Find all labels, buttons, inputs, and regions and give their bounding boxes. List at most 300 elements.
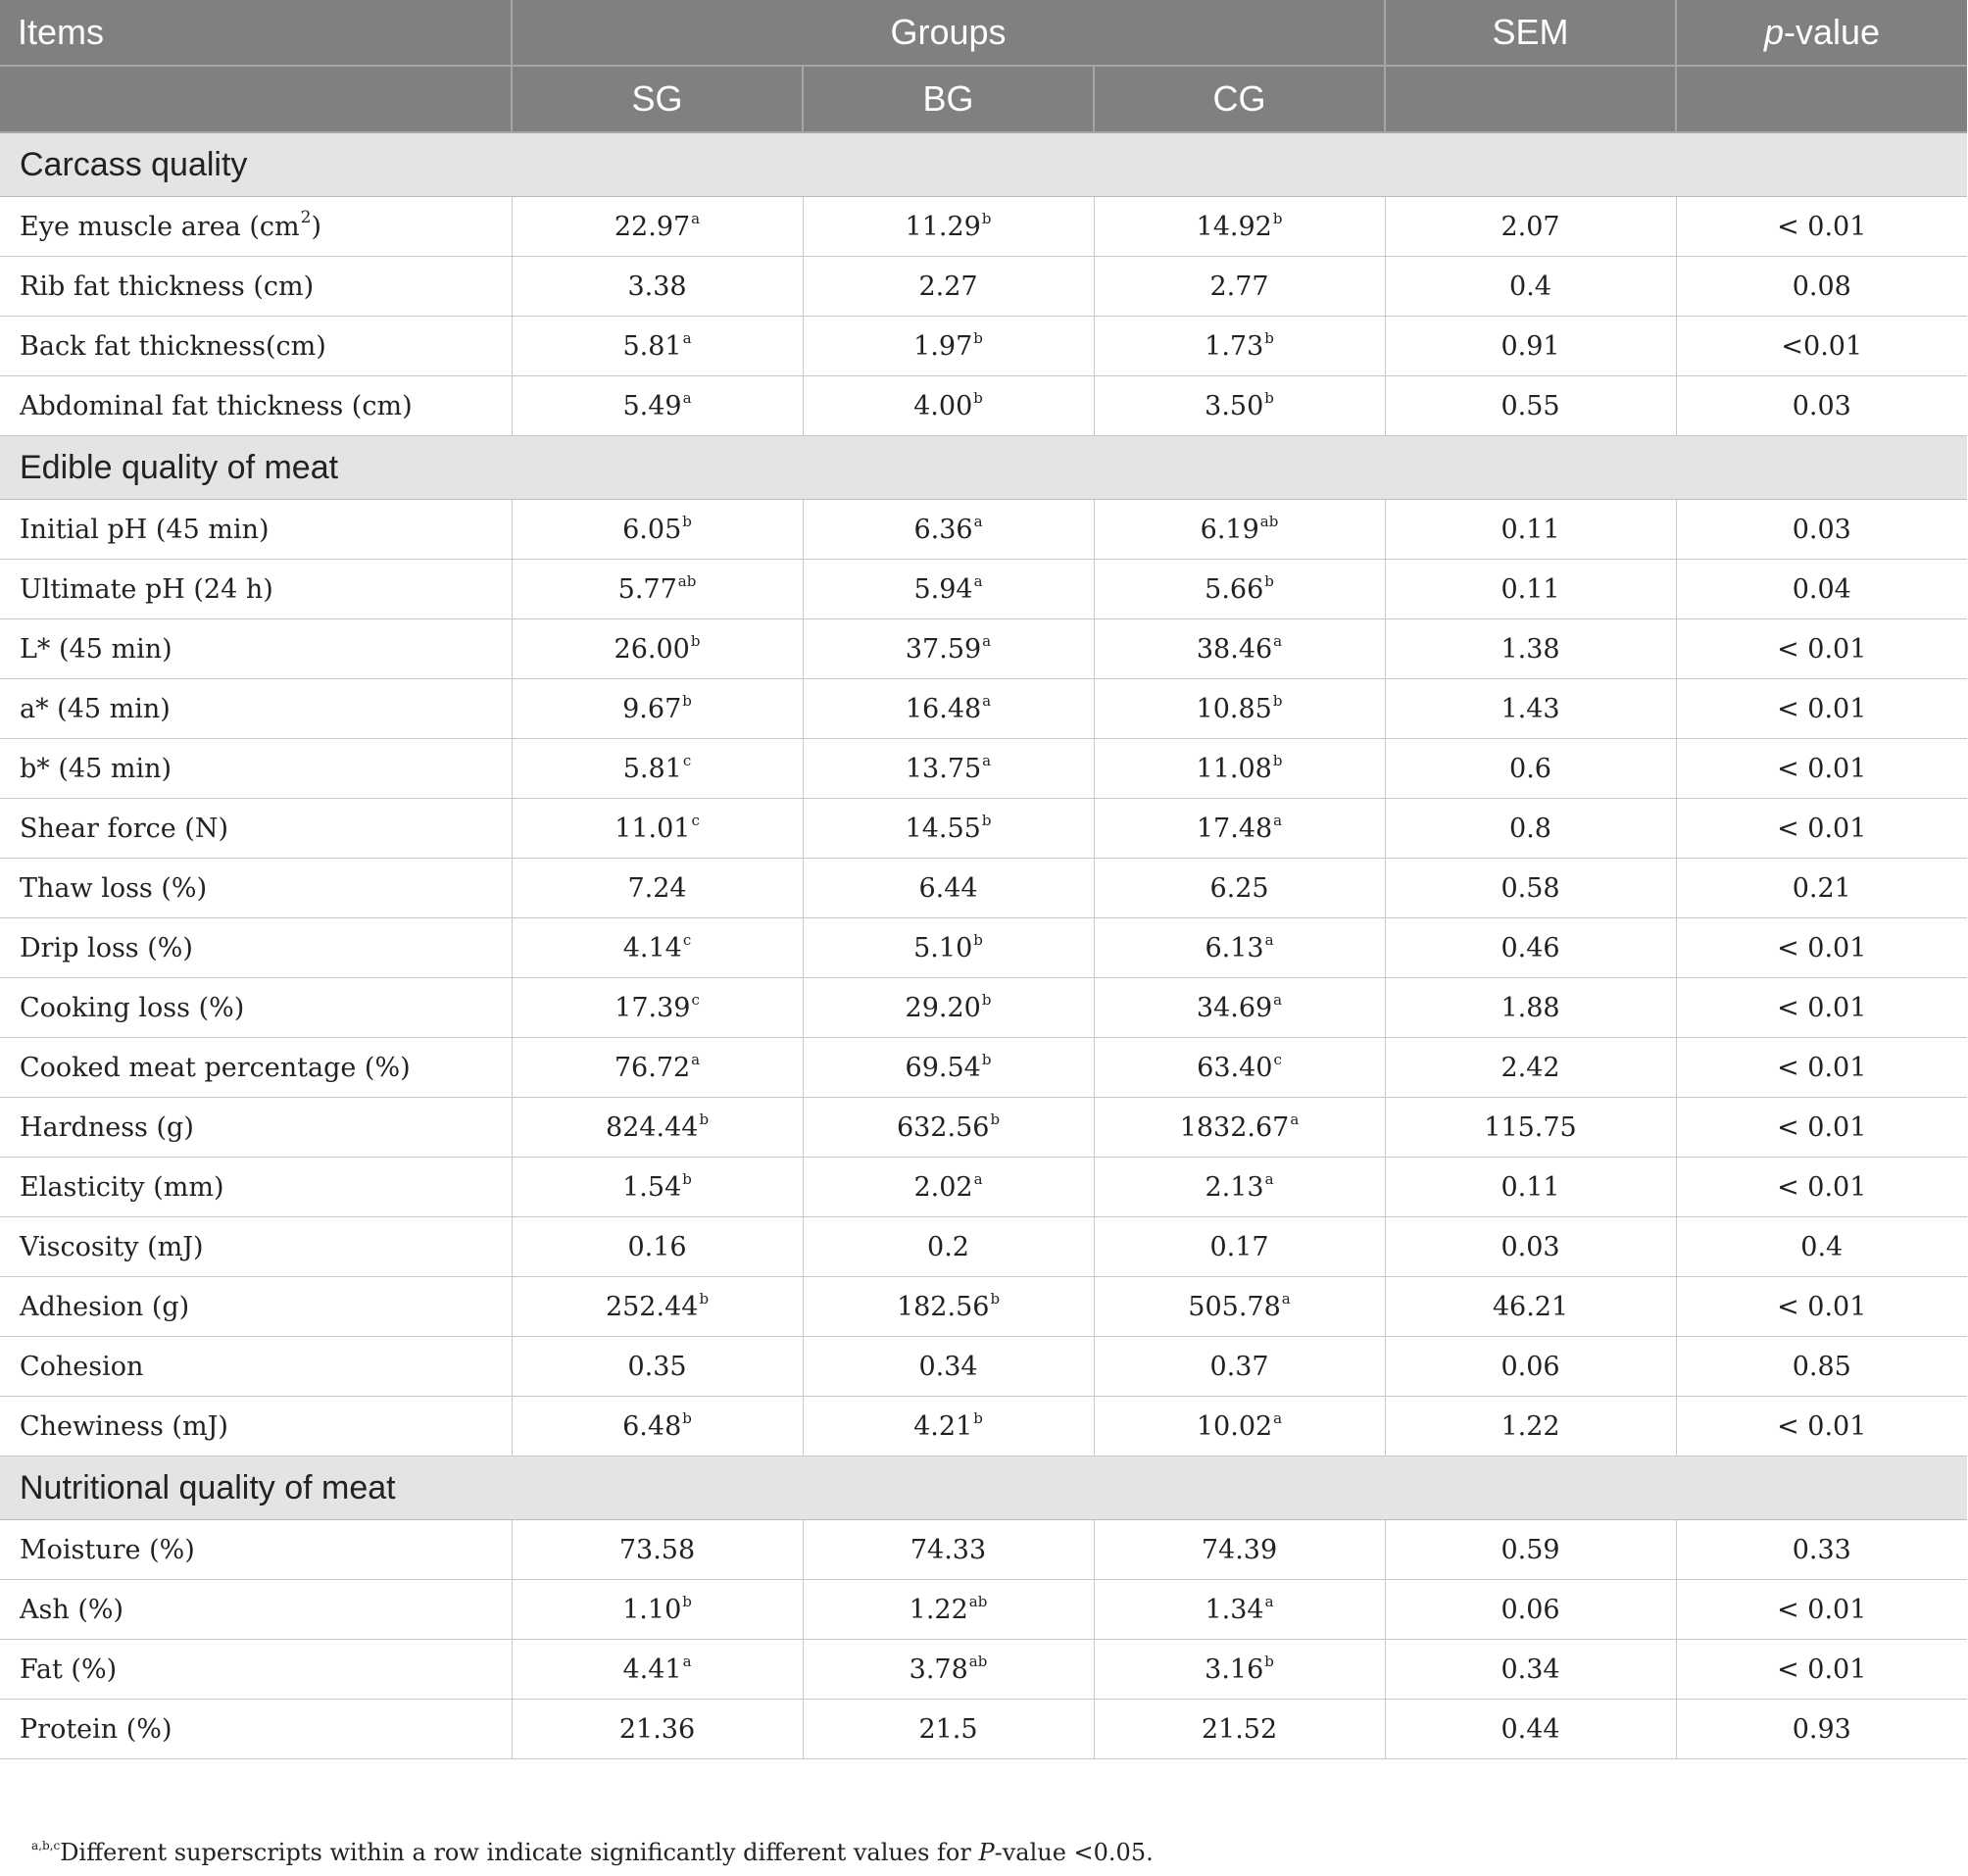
cell-superscript: a [982, 631, 992, 650]
cell-cg [1094, 1580, 1385, 1640]
cell-sg [512, 1640, 803, 1700]
cell-value: < 0.01 [1777, 932, 1867, 963]
cell-superscript: a [982, 751, 992, 769]
table-row [0, 1098, 1967, 1158]
row-label [0, 1337, 512, 1397]
row-label-text: Fat (%) [20, 1654, 118, 1685]
row-label [0, 1580, 512, 1640]
table-row [0, 1277, 1967, 1337]
cell-value: 11.01 [615, 813, 691, 844]
row-label-wrap [20, 1172, 224, 1203]
cell-value: 0.11 [1501, 1171, 1560, 1203]
cell-cg [1094, 1098, 1385, 1158]
cell-value: 69.54 [905, 1052, 981, 1083]
cell-value: < 0.01 [1777, 1171, 1867, 1203]
table-row [0, 1397, 1967, 1456]
cell-value: 5.81 [622, 753, 682, 784]
cell-sg [512, 679, 803, 739]
cell-superscript: c [682, 930, 692, 949]
cell-value: 0.11 [1501, 514, 1560, 545]
cell-sg [512, 1520, 803, 1580]
cell-value: 0.6 [1509, 753, 1551, 784]
row-label-wrap [20, 1232, 204, 1262]
row-label-text: Ash (%) [20, 1594, 124, 1625]
cell-value: 0.11 [1501, 573, 1560, 605]
table-row [0, 1158, 1967, 1217]
cell-value: 6.36 [913, 514, 973, 545]
cell-value: 3.50 [1205, 390, 1264, 421]
cell-cg [1094, 1038, 1385, 1098]
cell-superscript: b [682, 691, 692, 710]
cell-p-value [1676, 918, 1967, 978]
cell-value: 6.13 [1205, 932, 1264, 963]
cell-sg [512, 1580, 803, 1640]
header-cg: CG [1094, 66, 1385, 132]
cell-value: 16.48 [905, 693, 982, 724]
cell-superscript: a [691, 209, 701, 227]
table-row [0, 257, 1967, 317]
row-label-text: Elasticity (mm) [20, 1171, 224, 1203]
cell-value: 5.94 [913, 573, 973, 605]
cell-p-value [1676, 197, 1967, 257]
cell-sg [512, 978, 803, 1038]
cell-value: 2.42 [1501, 1052, 1560, 1083]
cell-value: < 0.01 [1777, 693, 1867, 724]
cell-p-value [1676, 1700, 1967, 1759]
cell-value: 34.69 [1196, 992, 1273, 1023]
cell-sg [512, 1217, 803, 1277]
row-label-wrap [20, 331, 326, 362]
cell-value: 3.38 [627, 271, 687, 302]
cell-value: 0.03 [1501, 1231, 1560, 1262]
cell-cg [1094, 560, 1385, 619]
row-label-text: Initial pH (45 min) [20, 514, 270, 545]
cell-value: 1.73 [1205, 330, 1264, 362]
cell-value: 14.92 [1196, 211, 1272, 242]
cell-value: 0.91 [1501, 330, 1560, 362]
table-row [0, 1700, 1967, 1759]
cell-value: 2.77 [1209, 271, 1269, 302]
cell-value: 74.39 [1201, 1534, 1278, 1565]
cell-sg [512, 500, 803, 560]
cell-p-value [1676, 500, 1967, 560]
cell-superscript: a [682, 1652, 692, 1670]
cell-sg [512, 257, 803, 317]
row-label-wrap [20, 1654, 117, 1685]
cell-value: 2.02 [913, 1171, 973, 1203]
cell-superscript: b [973, 388, 983, 407]
cell-bg [803, 1397, 1094, 1456]
section-title: Nutritional quality of meat [0, 1456, 1967, 1520]
cell-value: 0.59 [1501, 1534, 1560, 1565]
cell-value: 1.54 [622, 1171, 682, 1203]
cell-value: 632.56 [896, 1111, 990, 1143]
table-row [0, 1520, 1967, 1580]
cell-bg [803, 859, 1094, 918]
cell-sem [1385, 1038, 1676, 1098]
cell-value: 1832.67 [1179, 1111, 1290, 1143]
footnote-sup: a,b,c [31, 1839, 61, 1852]
cell-sg [512, 1277, 803, 1337]
cell-value: 5.10 [913, 932, 973, 963]
cell-cg [1094, 1337, 1385, 1397]
cell-sem [1385, 918, 1676, 978]
cell-cg [1094, 679, 1385, 739]
header-sem: SEM [1385, 0, 1676, 66]
cell-sg [512, 918, 803, 978]
row-label-wrap [20, 515, 270, 545]
cell-value: < 0.01 [1777, 1291, 1867, 1322]
section-row [0, 1456, 1967, 1520]
row-label-wrap [20, 1714, 172, 1745]
cell-value: 0.4 [1509, 271, 1551, 302]
cell-bg [803, 197, 1094, 257]
row-label [0, 679, 512, 739]
cell-bg [803, 1277, 1094, 1337]
cell-sem [1385, 1397, 1676, 1456]
cell-cg [1094, 317, 1385, 376]
cell-bg [803, 1038, 1094, 1098]
cell-p-value [1676, 978, 1967, 1038]
cell-superscript: b [699, 1110, 710, 1128]
cell-superscript: a [1264, 1592, 1274, 1610]
cell-p-value [1676, 679, 1967, 739]
cell-p-value [1676, 1520, 1967, 1580]
cell-value: 6.48 [622, 1410, 682, 1442]
cell-superscript: b [981, 990, 992, 1009]
row-label [0, 739, 512, 799]
cell-value: 10.02 [1196, 1410, 1273, 1442]
row-label-text: Rib fat thickness (cm) [20, 271, 315, 302]
cell-sem [1385, 197, 1676, 257]
row-label-wrap [20, 1352, 143, 1382]
cell-p-value [1676, 1038, 1967, 1098]
cell-sg [512, 1397, 803, 1456]
cell-value: 5.77 [617, 573, 677, 605]
row-label-text: Chewiness (mJ) [20, 1410, 228, 1442]
row-label [0, 257, 512, 317]
row-label [0, 1397, 512, 1456]
row-label [0, 1640, 512, 1700]
cell-bg [803, 560, 1094, 619]
cell-bg [803, 978, 1094, 1038]
cell-cg [1094, 1158, 1385, 1217]
cell-value: 1.22 [1501, 1410, 1560, 1442]
row-label-wrap [20, 1595, 123, 1625]
cell-cg [1094, 978, 1385, 1038]
cell-value: 37.59 [905, 633, 982, 665]
footnote-p-italic: P [978, 1839, 995, 1866]
cell-p-value [1676, 739, 1967, 799]
cell-superscript: b [990, 1289, 1001, 1308]
cell-value: 0.03 [1792, 390, 1851, 421]
cell-p-value [1676, 1640, 1967, 1700]
cell-cg [1094, 1397, 1385, 1456]
header-blank-items [0, 66, 512, 132]
cell-sg [512, 1337, 803, 1397]
row-label-sup: 2 [300, 207, 312, 227]
cell-value: 1.38 [1501, 633, 1560, 665]
cell-sg [512, 1098, 803, 1158]
cell-value: 76.72 [614, 1052, 691, 1083]
cell-superscript: b [1272, 209, 1283, 227]
cell-sem [1385, 739, 1676, 799]
row-label-text: Adhesion (g) [20, 1291, 190, 1322]
cell-value: 63.40 [1197, 1052, 1273, 1083]
row-label-wrap [20, 272, 314, 302]
cell-superscript: b [682, 512, 692, 530]
cell-sg [512, 1158, 803, 1217]
cell-superscript: a [1281, 1289, 1291, 1308]
cell-value: 3.16 [1205, 1654, 1264, 1685]
cell-value: 6.19 [1200, 514, 1259, 545]
cell-cg [1094, 619, 1385, 679]
table-row [0, 1217, 1967, 1277]
cell-bg [803, 679, 1094, 739]
cell-value: 0.4 [1800, 1231, 1844, 1262]
cell-sem [1385, 560, 1676, 619]
cell-value: 3.78 [909, 1654, 968, 1685]
row-label-text: Protein (%) [20, 1713, 172, 1745]
header-bg: BG [803, 66, 1094, 132]
footnote-text-before: Different superscripts within a row indicate significantly different values for [60, 1839, 979, 1866]
cell-value: 1.34 [1205, 1594, 1264, 1625]
cell-sem [1385, 317, 1676, 376]
cell-bg [803, 1640, 1094, 1700]
cell-value: 2.13 [1205, 1171, 1264, 1203]
row-label-wrap [20, 993, 244, 1023]
cell-value: 5.49 [622, 390, 682, 421]
cell-sg [512, 376, 803, 436]
cell-value: 0.03 [1792, 514, 1851, 545]
cell-p-value [1676, 799, 1967, 859]
row-label [0, 1217, 512, 1277]
cell-value: 4.00 [913, 390, 973, 421]
cell-value: 6.25 [1209, 872, 1269, 904]
header-row-sub [0, 66, 1967, 132]
row-label [0, 859, 512, 918]
cell-value: 0.85 [1792, 1351, 1851, 1382]
row-label-text: b* (45 min) [20, 753, 172, 784]
cell-sg [512, 1700, 803, 1759]
cell-value: 0.35 [627, 1351, 687, 1382]
cell-superscript: b [682, 1408, 692, 1427]
cell-bg [803, 619, 1094, 679]
cell-value: < 0.01 [1777, 633, 1867, 665]
cell-superscript: a [1264, 1169, 1274, 1188]
cell-p-value [1676, 619, 1967, 679]
cell-p-value [1676, 859, 1967, 918]
cell-sg [512, 739, 803, 799]
table-row [0, 619, 1967, 679]
cell-value: 2.27 [918, 271, 978, 302]
section-title: Edible quality of meat [0, 436, 1967, 500]
cell-value: 0.2 [927, 1231, 969, 1262]
cell-cg [1094, 1277, 1385, 1337]
cell-p-value [1676, 257, 1967, 317]
cell-p-value [1676, 1580, 1967, 1640]
table-row [0, 500, 1967, 560]
cell-value: 0.16 [627, 1231, 687, 1262]
cell-cg [1094, 1700, 1385, 1759]
cell-bg [803, 1158, 1094, 1217]
cell-value: 5.81 [622, 330, 682, 362]
row-label-wrap [20, 1053, 411, 1083]
row-label [0, 1520, 512, 1580]
cell-sg [512, 560, 803, 619]
cell-value: 22.97 [614, 211, 691, 242]
cell-value: 17.39 [615, 992, 691, 1023]
cell-sg [512, 197, 803, 257]
row-label-wrap [20, 694, 171, 724]
cell-sem [1385, 376, 1676, 436]
row-label [0, 317, 512, 376]
table-row [0, 560, 1967, 619]
table-row [0, 1640, 1967, 1700]
cell-cg [1094, 257, 1385, 317]
footnote [31, 1839, 1154, 1866]
row-label-text: Cohesion [20, 1351, 144, 1382]
row-label-wrap [20, 574, 273, 605]
table-row [0, 978, 1967, 1038]
cell-value: 0.44 [1501, 1713, 1560, 1745]
cell-bg [803, 1700, 1094, 1759]
table-row [0, 739, 1967, 799]
row-label-text: Moisture (%) [20, 1534, 195, 1565]
cell-value: 4.41 [622, 1654, 682, 1685]
cell-value: 252.44 [605, 1291, 699, 1322]
row-label-text: Back fat thickness(cm) [20, 330, 326, 362]
cell-superscript: a [1273, 1408, 1283, 1427]
header-blank-sem [1385, 66, 1676, 132]
cell-sem [1385, 978, 1676, 1038]
cell-superscript: b [682, 1169, 692, 1188]
cell-superscript: b [990, 1110, 1001, 1128]
row-label [0, 560, 512, 619]
cell-p-value [1676, 1217, 1967, 1277]
cell-superscript: c [1273, 1050, 1282, 1068]
cell-superscript: b [973, 1408, 983, 1427]
cell-value: 0.8 [1509, 813, 1551, 844]
cell-value: < 0.01 [1777, 1594, 1867, 1625]
row-label-wrap [20, 814, 228, 844]
table-body [0, 132, 1967, 1759]
cell-value: 0.55 [1501, 390, 1560, 421]
cell-value: < 0.01 [1777, 753, 1867, 784]
cell-value: 505.78 [1188, 1291, 1281, 1322]
cell-p-value [1676, 317, 1967, 376]
section-row [0, 132, 1967, 197]
cell-value: <0.01 [1781, 330, 1863, 362]
cell-sem [1385, 500, 1676, 560]
cell-superscript: b [699, 1289, 710, 1308]
cell-p-value [1676, 1397, 1967, 1456]
footnote-text-after: -value <0.05. [994, 1839, 1154, 1866]
cell-sem [1385, 859, 1676, 918]
row-label-wrap [20, 1411, 228, 1442]
cell-bg [803, 799, 1094, 859]
table-row [0, 1580, 1967, 1640]
header-groups: Groups [512, 0, 1385, 66]
cell-superscript: a [682, 328, 692, 347]
row-label-wrap [20, 873, 207, 904]
table-row [0, 799, 1967, 859]
cell-value: 21.52 [1201, 1713, 1278, 1745]
row-label [0, 376, 512, 436]
row-label [0, 619, 512, 679]
table-row [0, 197, 1967, 257]
cell-value: 26.00 [614, 633, 690, 665]
row-label [0, 799, 512, 859]
cell-sem [1385, 1580, 1676, 1640]
cell-value: 29.20 [905, 992, 981, 1023]
cell-sem [1385, 619, 1676, 679]
cell-value: 1.97 [913, 330, 973, 362]
row-label [0, 500, 512, 560]
cell-sem [1385, 1098, 1676, 1158]
row-label-text: Abdominal fat thickness (cm) [20, 390, 413, 421]
cell-value: 14.55 [905, 813, 981, 844]
row-label [0, 1158, 512, 1217]
cell-sg [512, 799, 803, 859]
row-label-wrap [20, 391, 413, 421]
cell-value: < 0.01 [1777, 992, 1867, 1023]
cell-value: 1.88 [1501, 992, 1560, 1023]
cell-value: 38.46 [1196, 633, 1273, 665]
cell-value: 1.43 [1501, 693, 1560, 724]
cell-value: 0.46 [1501, 932, 1560, 963]
cell-sem [1385, 1520, 1676, 1580]
cell-superscript: b [690, 631, 701, 650]
row-label-text: Viscosity (mJ) [20, 1231, 204, 1262]
header-p-italic: p [1763, 12, 1784, 52]
cell-sem [1385, 799, 1676, 859]
cell-bg [803, 739, 1094, 799]
cell-superscript: a [1273, 811, 1283, 829]
cell-cg [1094, 918, 1385, 978]
cell-value: 824.44 [605, 1111, 699, 1143]
cell-superscript: b [682, 1592, 692, 1610]
cell-cg [1094, 739, 1385, 799]
cell-value: 21.5 [918, 1713, 978, 1745]
cell-sem [1385, 679, 1676, 739]
row-label-text: Hardness (g) [20, 1111, 194, 1143]
header-items: Items [0, 0, 512, 66]
cell-bg [803, 918, 1094, 978]
cell-value: 4.14 [622, 932, 682, 963]
cell-value: 0.58 [1501, 872, 1560, 904]
cell-p-value [1676, 560, 1967, 619]
row-label-text: L* (45 min) [20, 633, 172, 665]
table-row [0, 679, 1967, 739]
cell-value: 6.44 [918, 872, 978, 904]
cell-value: 11.29 [905, 211, 981, 242]
row-label [0, 1700, 512, 1759]
table-row [0, 859, 1967, 918]
cell-cg [1094, 799, 1385, 859]
header-row-top [0, 0, 1967, 66]
cell-sg [512, 619, 803, 679]
row-label-wrap [20, 933, 193, 963]
cell-sem [1385, 1217, 1676, 1277]
row-label [0, 1038, 512, 1098]
cell-superscript: b [981, 811, 992, 829]
cell-value: 10.85 [1196, 693, 1272, 724]
cell-superscript: a [973, 1169, 983, 1188]
cell-value: 0.37 [1209, 1351, 1269, 1382]
cell-value: 0.17 [1209, 1231, 1269, 1262]
cell-superscript: a [1264, 930, 1274, 949]
